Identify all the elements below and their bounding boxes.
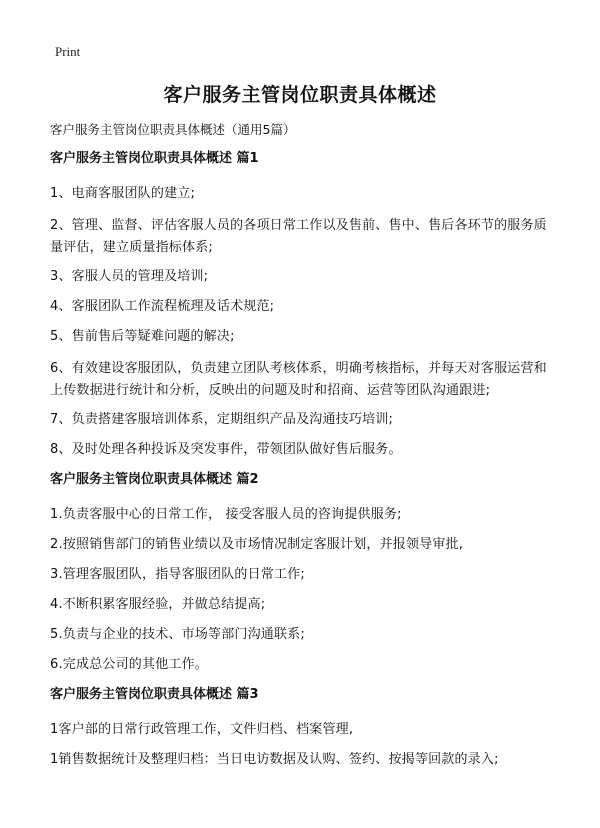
list-item: 1销售数据统计及整理归档：当日电访数据及认购、签约、按揭等回款的录入; bbox=[50, 752, 499, 767]
document-intro: 客户服务主管岗位职责具体概述（通用5篇） bbox=[50, 122, 296, 137]
list-item: 4、客服团队工作流程梳理及话术规范; bbox=[50, 299, 275, 314]
list-item: 2.按照销售部门的销售业绩以及市场情况制定客服计划，并报领导审批, bbox=[50, 537, 464, 552]
list-item: 8、及时处理各种投诉及突发事件，带领团队做好售后服务。 bbox=[50, 442, 402, 457]
section-heading: 客户服务主管岗位职责具体概述 篇1 bbox=[50, 151, 259, 166]
list-item: 7、负责搭建客服培训体系，定期组织产品及沟通技巧培训; bbox=[50, 412, 394, 427]
list-item: 3、客服人员的管理及培训; bbox=[50, 269, 209, 284]
list-item: 1.负责客服中心的日常工作， 接受客服人员的咨询提供服务; bbox=[50, 507, 402, 522]
section-heading: 客户服务主管岗位职责具体概述 篇3 bbox=[50, 687, 259, 702]
section-heading: 客户服务主管岗位职责具体概述 篇2 bbox=[50, 472, 259, 487]
list-item: 1客户部的日常行政管理工作，文件归档、档案管理, bbox=[50, 722, 354, 737]
list-item: 3.管理客服团队，指导客服团队的日常工作; bbox=[50, 567, 305, 582]
list-item: 4.不断积累客服经验，并做总结提高; bbox=[50, 597, 266, 612]
list-item: 6、有效建设客服团队，负责建立团队考核体系，明确考核指标，并每天对客服运营和上传数据进行统计和分析，反映出的问题及时和招商、运营等团队沟通跟进; bbox=[50, 361, 547, 398]
document-body bbox=[50, 150, 558, 781]
list-item: 1、电商客服团队的建立; bbox=[50, 186, 196, 201]
section-1 bbox=[50, 150, 558, 459]
section-3 bbox=[50, 686, 558, 769]
list-item: 6.完成总公司的其他工作。 bbox=[50, 657, 209, 672]
section-2 bbox=[50, 471, 558, 674]
list-item: 2、管理、监督、评估客服人员的各项日常工作以及售前、售中、售后各环节的服务质量评估，建立质量指标体系; bbox=[50, 218, 547, 255]
document-title: 客户服务主管岗位职责具体概述 bbox=[163, 84, 437, 106]
print-link[interactable]: Print bbox=[55, 44, 81, 59]
list-item: 5.负责与企业的技术、市场等部门沟通联系; bbox=[50, 627, 305, 642]
list-item: 5、售前售后等疑难问题的解决; bbox=[50, 329, 235, 344]
